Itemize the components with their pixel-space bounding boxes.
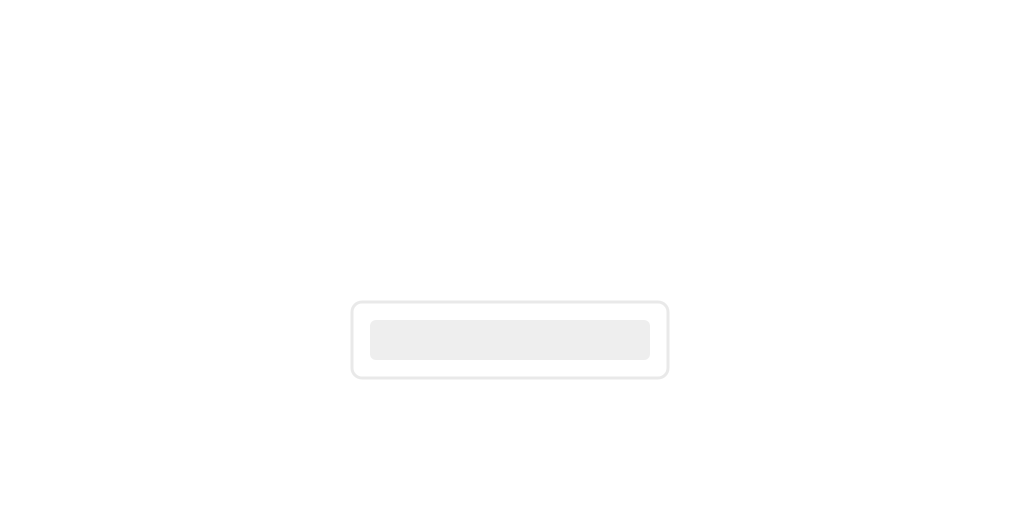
notice-paragraph-1	[20, 46, 1004, 277]
notice-paragraph-2	[20, 285, 1004, 327]
notice-paragraph-4	[20, 427, 1004, 469]
notice-paragraph-3	[20, 335, 1004, 419]
notice-title	[20, 8, 1004, 30]
